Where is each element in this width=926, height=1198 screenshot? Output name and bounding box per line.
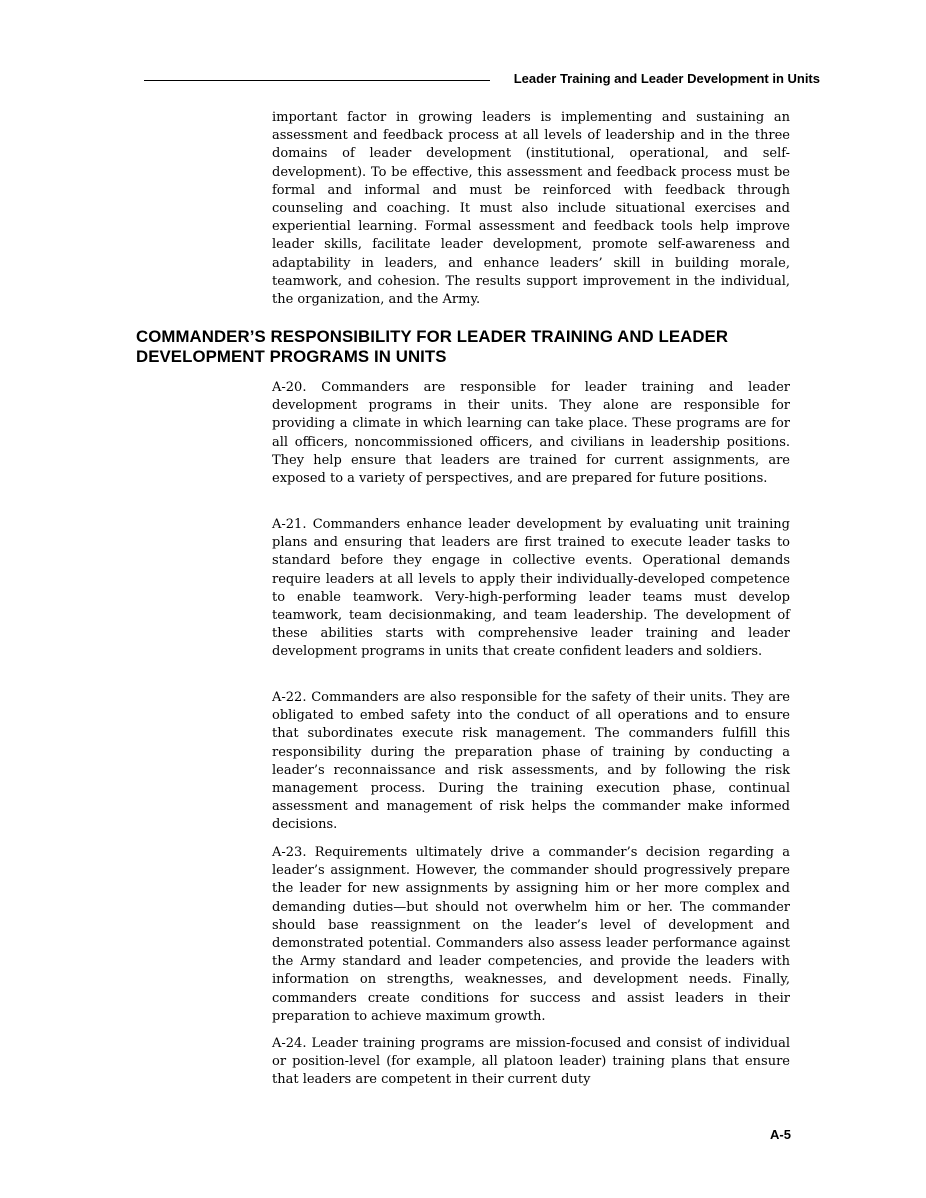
paragraph-a-22: A-22. Commanders are also responsible for the safety of their units. They are obligated to embed safety into the conduct of all operations and to ensure that subordinates execute risk management. The commanders fulfill this responsibility during the preparation phase of training by conducting a leader’s reconnaissance and risk assessments, and by following the risk management process. During the training execution phase, continual assessment and management of risk helps the commander make informed decisions. [272,690,790,833]
page-number: A-5 [770,1127,791,1142]
section-heading-line-2: DEVELOPMENT PROGRAMS IN UNITS [136,347,447,366]
running-header [144,70,820,90]
section-heading-line-1: COMMANDER’S RESPONSIBILITY FOR LEADER TRAINING AND LEADER [136,327,729,346]
header-rule [144,80,490,81]
paragraph-a-20: A-20. Commanders are responsible for leader training and leader development programs in their units. They alone are responsible for providing a climate in which learning can take place. These programs are for all officers, noncommissioned officers, and civilians in leadership positions. They help ensure that leaders are trained for current assignments, are exposed to a variety of perspectives, and are prepared for future positions. [272,380,790,487]
paragraph-a-23: A-23. Requirements ultimately drive a commander’s decision regarding a leader’s assignment. However, the commander should progressively prepare the leader for new assignments by assigning him or her more complex and demanding duties—but should not overwhelm him or her. The commander should base reassignment on the leader’s level of development and demonstrated potential. Commanders also assess leader performance against the Army standard and leader competencies, and provide the leaders with information on strengths, weaknesses, and development needs. Finally, commanders create conditions for success and assist leaders in their preparation to achieve maximum growth. [272,845,790,1024]
intro-paragraph: important factor in growing leaders is implementing and sustaining an assessment and feedback process at all levels of leadership and in the three domains of leader development (institutional, operational, and self-development). To be effective, this assessment and feedback process must be formal and informal and must be reinforced with feedback through counseling and coaching. It must also include situational exercises and experiential learning. Formal assessment and feedback tools help improve leader skills, facilitate leader development, promote self-awareness and adaptability in leaders, and enhance leaders’ skill in building morale, teamwork, and cohesion. The results support improvement in the individual, the organization, and the Army. [272,110,790,308]
header-title: Leader Training and Leader Development in Units [513,71,820,86]
paragraph-a-21: A-21. Commanders enhance leader development by evaluating unit training plans and ensuring that leaders are first trained to execute leader tasks to standard before they engage in collective events. Operational demands require leaders at all levels to apply their individually-developed competence to enable teamwork. Very-high-performing leader teams must develop teamwork, team decisionmaking, and team leadership. The development of these abilities starts with comprehensive leader training and leader development programs in units that create confident leaders and soldiers. [272,517,790,660]
section-heading [136,327,796,367]
paragraph-a-24: A-24. Leader training programs are mission-focused and consist of individual or position-level (for example, all platoon leader) training plans that ensure that leaders are competent in their current duty [272,1036,790,1088]
